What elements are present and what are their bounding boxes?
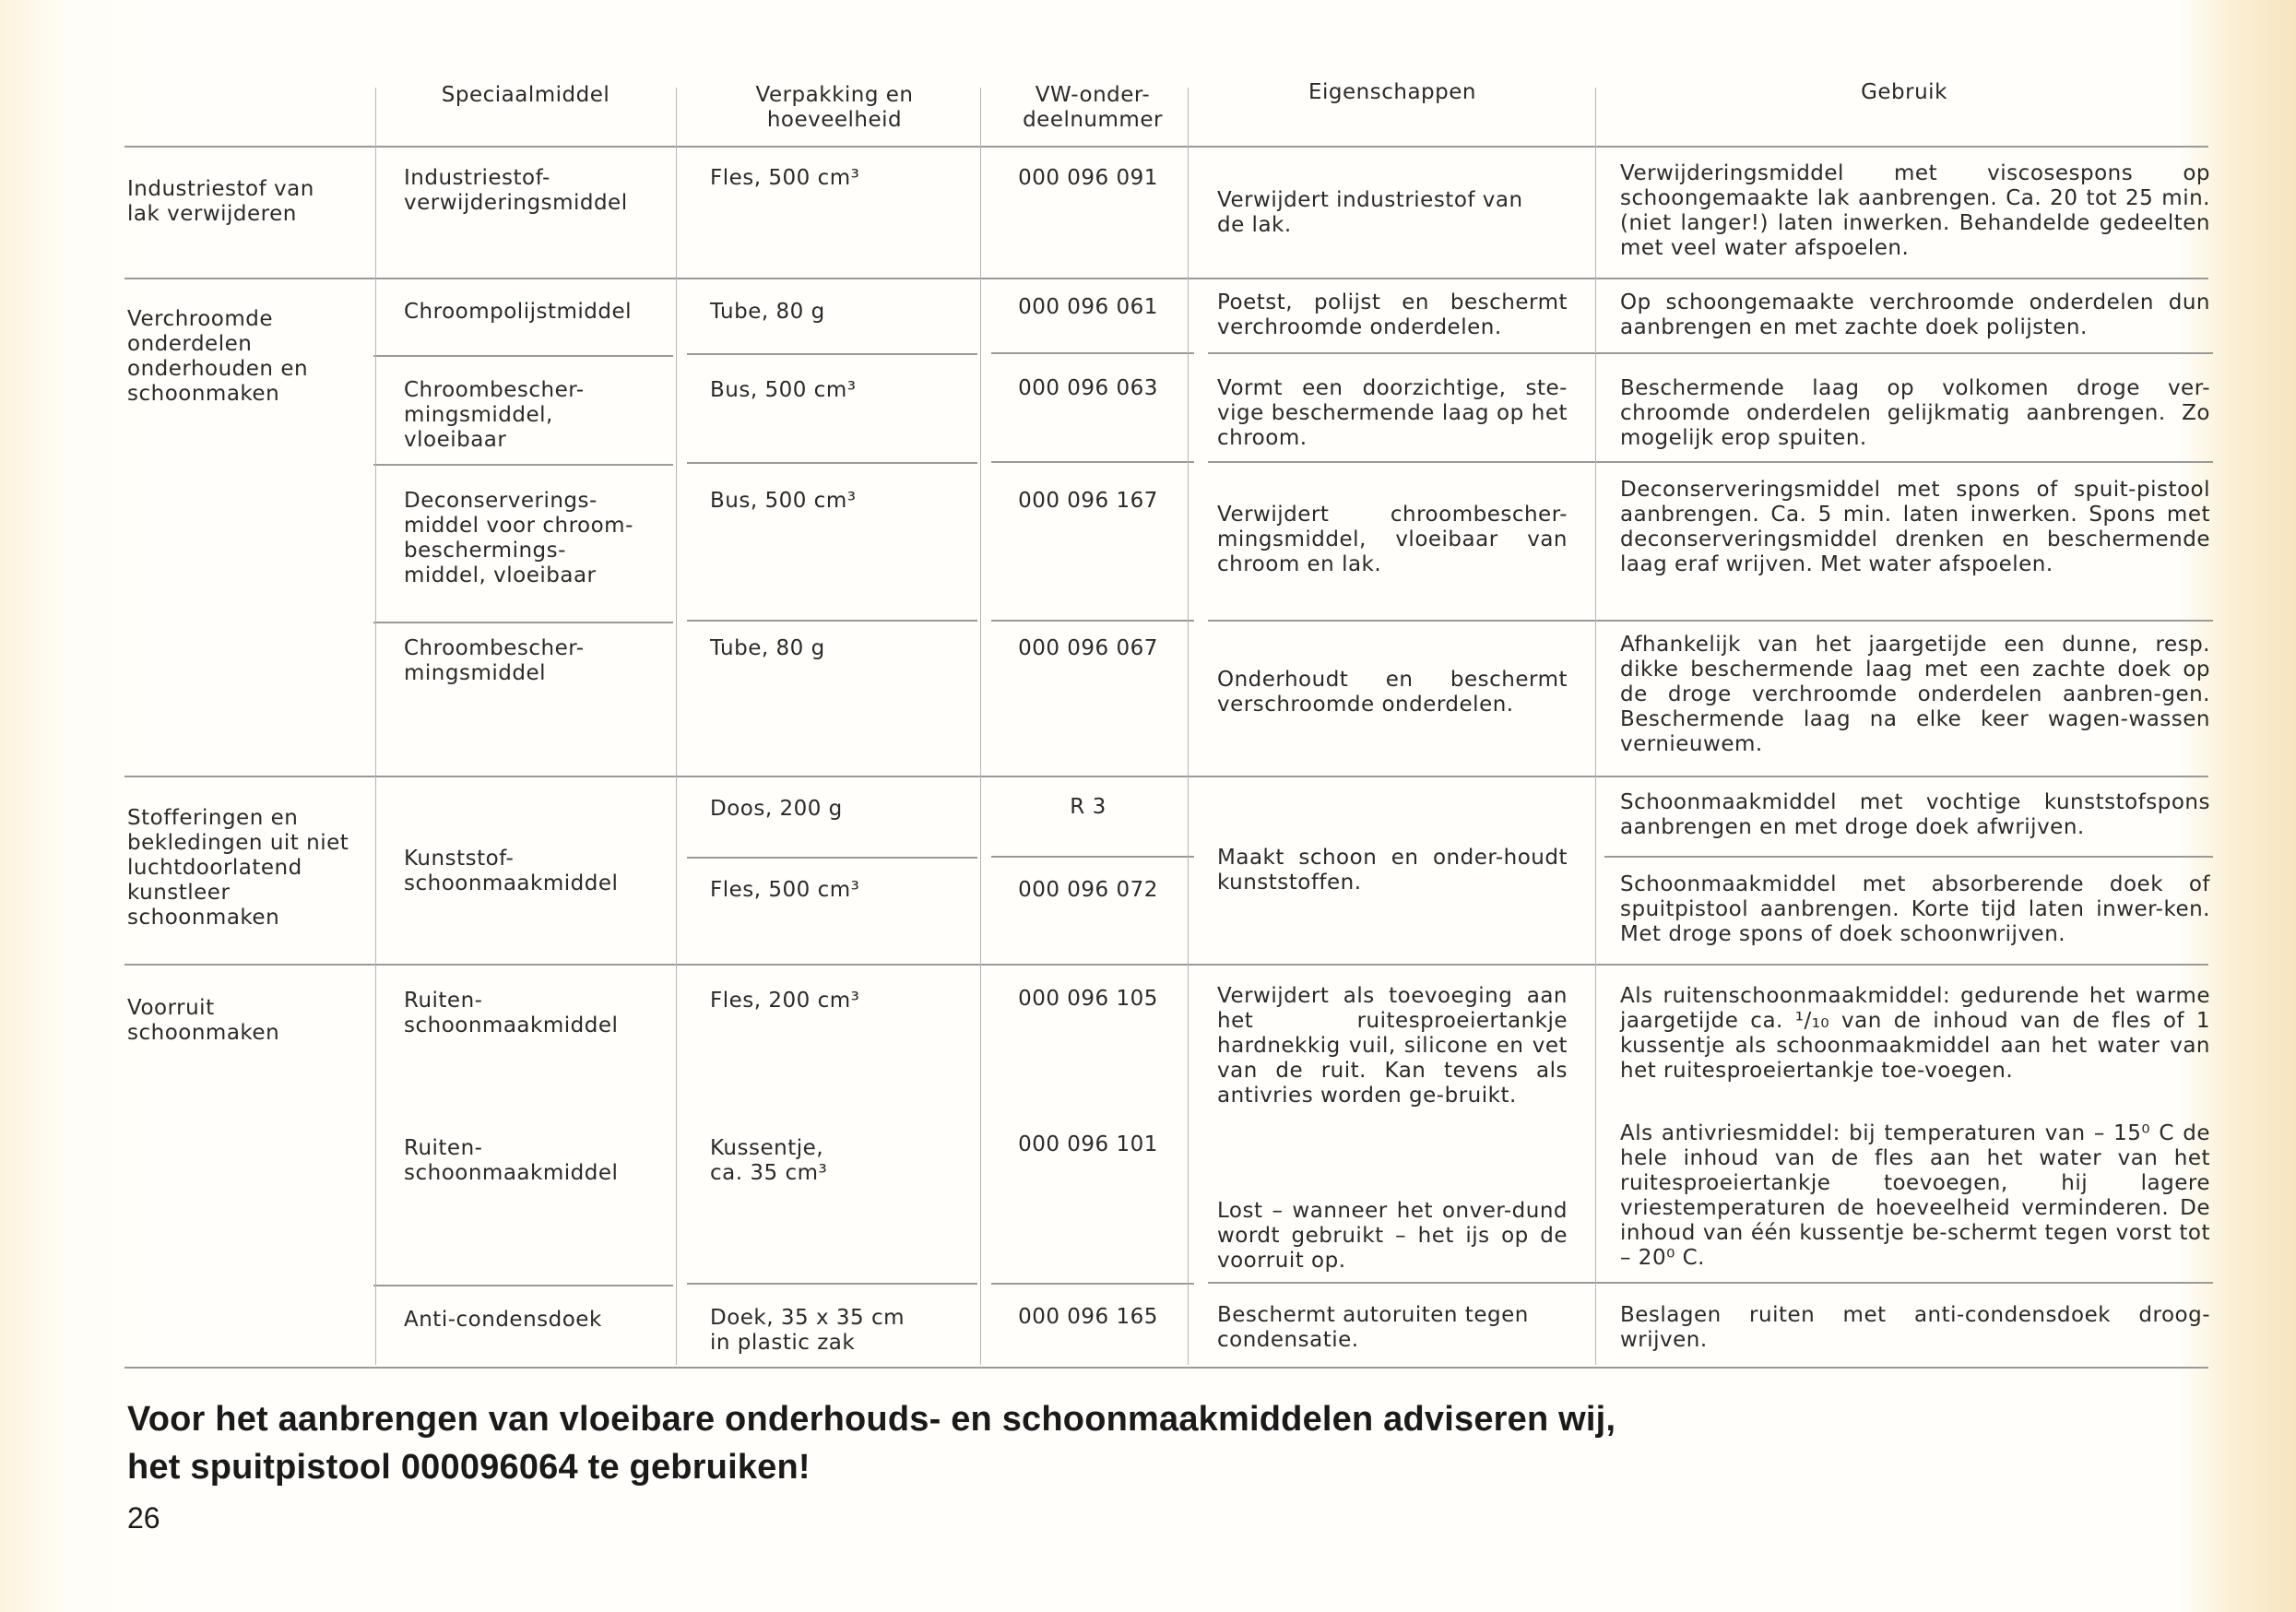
rule-group-3	[124, 964, 2208, 966]
packaging-cell: Fles, 500 cm³	[710, 878, 860, 902]
rule-row	[991, 856, 1194, 858]
rule-row	[687, 620, 977, 622]
rule-row	[991, 1283, 1194, 1285]
advice-line-2: het spuitpistool 000096064 te gebruiken!	[127, 1448, 811, 1487]
usage-cell: Als ruitenschoonmaakmiddel: gedurende het warme jaargetijde ca. ¹/₁₀ van de inhoud van de fles of 1 kussentje als schoonmaakmiddel aan het water van het ruitesproeiertankje toe-voegen.	[1620, 984, 2210, 1083]
part-number-cell: 000 096 067	[1018, 636, 1158, 660]
part-number-cell: 000 096 061	[1018, 295, 1158, 319]
category-cell: Stofferingen en bekledingen uit niet luchtdoorlatend kunstleer schoonmaken	[127, 806, 349, 930]
usage-cell: Schoonmaakmiddel met vochtige kunststofspons aanbrengen en met droge doek afwrijven.	[1620, 790, 2210, 839]
rule-row	[687, 857, 977, 859]
rule-row	[1604, 856, 2213, 858]
header-usage: Gebruik	[1861, 80, 1947, 104]
rule-row	[373, 1285, 673, 1286]
category-cell: Voorruit schoonmaken	[127, 996, 280, 1045]
column-divider	[676, 88, 677, 1365]
rule-row	[991, 620, 1194, 622]
product-cell: Chroombescher- mingsmiddel	[404, 636, 585, 685]
properties-cell: Maakt schoon en onder-houdt kunststoffen.	[1217, 846, 1568, 895]
usage-cell: Beslagen ruiten met anti-condensdoek droog-wrijven.	[1620, 1303, 2210, 1352]
packaging-cell: Kussentje, ca. 35 cm³	[710, 1136, 828, 1185]
rule-group-2	[124, 776, 2208, 777]
part-number-cell: 000 096 167	[1018, 489, 1158, 513]
product-cell: Ruiten- schoonmaakmiddel	[404, 1136, 619, 1185]
rule-table-end	[124, 1367, 2208, 1369]
usage-cell: Op schoongemaakte verchroomde onderdelen dun aanbrengen en met zachte doek polijsten.	[1620, 290, 2210, 339]
header-product: Speciaalmiddel	[441, 83, 610, 107]
header-part-number: VW-onder- deelnummer	[1023, 83, 1163, 132]
column-divider	[980, 88, 981, 1365]
properties-cell: Verwijdert chroombescher-mingsmiddel, vloeibaar van chroom en lak.	[1217, 503, 1568, 576]
packaging-cell: Tube, 80 g	[710, 300, 825, 324]
rule-row	[1604, 620, 2213, 622]
rule-row	[991, 461, 1194, 463]
properties-cell: Verwijdert industriestof van de lak.	[1217, 188, 1523, 237]
product-cell: Industriestof- verwijderingsmiddel	[404, 166, 628, 215]
column-divider	[375, 88, 376, 1365]
page-number: 26	[127, 1501, 160, 1535]
column-divider	[1188, 88, 1189, 1365]
header-properties: Eigenschappen	[1308, 80, 1476, 104]
rule-row	[373, 622, 673, 623]
part-number-cell: R 3	[1070, 795, 1107, 819]
packaging-cell: Tube, 80 g	[710, 636, 825, 660]
rule-row	[1604, 352, 2213, 354]
packaging-cell: Fles, 500 cm³	[710, 166, 860, 190]
rule-row	[1208, 461, 1604, 463]
category-cell: Industriestof van lak verwijderen	[127, 177, 314, 226]
packaging-cell: Bus, 500 cm³	[710, 489, 857, 513]
rule-header	[124, 146, 2208, 148]
product-cell: Chroombescher- mingsmiddel, vloeibaar	[404, 378, 585, 452]
usage-cell: Afhankelijk van het jaargetijde een dunne, resp. dikke beschermende laag met een zachte doek op de droge verchroomde onderdelen aanbren-gen. Beschermende laag na elke keer wagen-wassen vernieuwem.	[1620, 633, 2210, 756]
part-number-cell: 000 096 072	[1018, 878, 1158, 902]
properties-cell: Lost – wanneer het onver-dund wordt gebruikt – het ijs op de voorruit op.	[1217, 1199, 1568, 1273]
rule-row	[687, 1283, 977, 1285]
product-cell: Kunststof- schoonmaakmiddel	[404, 847, 619, 895]
product-cell: Chroompolijstmiddel	[404, 300, 633, 324]
usage-cell: Schoonmaakmiddel met absorberende doek of spuitpistool aanbrengen. Korte tijd laten inwer-ken. Met droge spons of doek schoonwrijven.	[1620, 872, 2210, 946]
rule-row	[373, 464, 673, 466]
rule-row	[1604, 1282, 2213, 1284]
category-cell: Verchroomde onderdelen onderhouden en schoonmaken	[127, 307, 309, 406]
rule-group-1	[124, 278, 2208, 279]
rule-row	[1208, 1282, 1604, 1284]
properties-cell: Beschermt autoruiten tegen condensatie.	[1217, 1303, 1529, 1352]
part-number-cell: 000 096 091	[1018, 166, 1158, 190]
packaging-cell: Doek, 35 x 35 cm in plastic zak	[710, 1306, 905, 1355]
rule-row	[1208, 352, 1604, 354]
usage-cell: Deconserveringsmiddel met spons of spuit-pistool aanbrengen. Ca. 5 min. laten inwerken. Spons met deconserveringsmiddel drenken en beschermende laag eraf wrijven. Met water afspoelen.	[1620, 478, 2210, 576]
packaging-cell: Doos, 200 g	[710, 797, 843, 821]
usage-cell: Verwijderingsmiddel met viscosespons op schoongemaakte lak aanbrengen. Ca. 20 tot 25 min. (niet langer!) laten inwerken. Behandelde gedeelten met veel water afspoelen.	[1620, 161, 2210, 260]
part-number-cell: 000 096 063	[1018, 376, 1158, 400]
rule-row	[373, 355, 673, 357]
column-divider	[1595, 88, 1596, 1365]
part-number-cell: 000 096 165	[1018, 1305, 1158, 1329]
usage-cell: Als antivriesmiddel: bij temperaturen van – 15⁰ C de hele inhoud van de fles aan het water van het ruitesproeiertankje toevoegen, hij lagere vriestemperaturen de hoeveelheid verminderen. De inhoud van één kussentje be-schermt tegen vorst tot – 20⁰ C.	[1620, 1121, 2210, 1270]
advice-line-1: Voor het aanbrengen van vloeibare onderhouds- en schoonmaakmiddelen adviseren wij,	[127, 1400, 1616, 1439]
packaging-cell: Fles, 200 cm³	[710, 989, 860, 1013]
rule-row	[1208, 620, 1604, 622]
rule-row	[687, 353, 977, 355]
rule-row	[991, 352, 1194, 354]
header-packaging: Verpakking en hoeveelheid	[755, 83, 914, 132]
product-cell: Ruiten- schoonmaakmiddel	[404, 989, 619, 1037]
properties-cell: Poetst, polijst en beschermt verchroomde onderdelen.	[1217, 290, 1568, 339]
packaging-cell: Bus, 500 cm³	[710, 378, 857, 402]
product-cell: Deconserverings- middel voor chroom- beschermings- middel, vloeibaar	[404, 489, 633, 587]
rule-row	[687, 462, 977, 464]
properties-cell: Verwijdert als toevoeging aan het ruitesproeiertankje hardnekkig vuil, silicone en vet van de ruit. Kan tevens als antivries worden ge-bruikt.	[1217, 984, 1568, 1108]
rule-row	[1604, 461, 2213, 463]
part-number-cell: 000 096 101	[1018, 1132, 1158, 1156]
usage-cell: Beschermende laag op volkomen droge ver-chroomde onderdelen gelijkmatig aanbrengen. Zo mogelijk erop spuiten.	[1620, 376, 2210, 450]
properties-cell: Onderhoudt en beschermt verschroomde onderdelen.	[1217, 668, 1568, 717]
part-number-cell: 000 096 105	[1018, 987, 1158, 1011]
product-cell: Anti-condensdoek	[404, 1308, 602, 1332]
properties-cell: Vormt een doorzichtige, ste-vige beschermende laag op het chroom.	[1217, 376, 1568, 450]
